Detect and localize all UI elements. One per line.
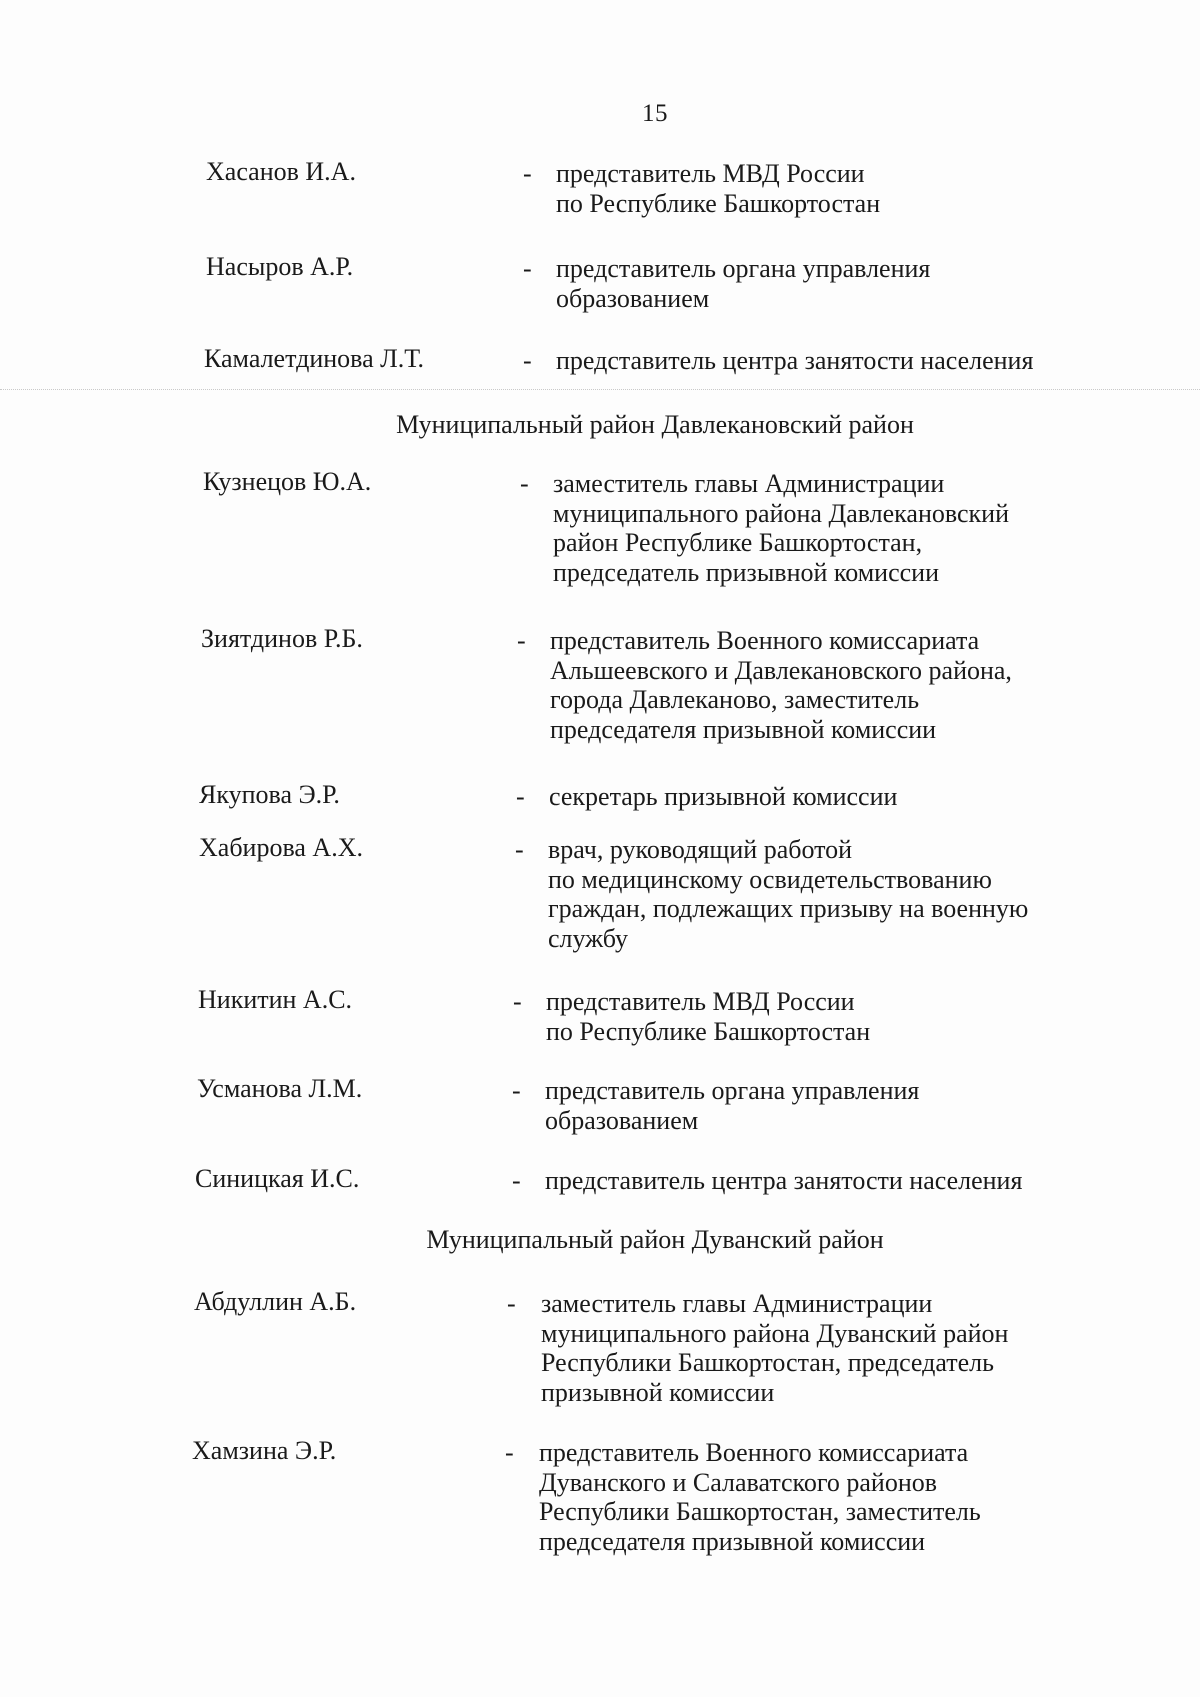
role-line: врач, руководящий работой xyxy=(548,835,853,864)
role-line: Дуванского и Салаватского районов xyxy=(539,1467,938,1497)
role-line: заместитель главы Администрации xyxy=(553,469,945,498)
member-role xyxy=(556,254,1116,313)
scan-artifact-line xyxy=(0,389,1200,390)
dash-separator: - xyxy=(516,782,525,811)
member-role xyxy=(541,1289,1101,1407)
dash-separator: - xyxy=(515,835,524,864)
role-line: города Давлеканово, заместитель xyxy=(550,685,920,714)
member-name: Никитин А.С. xyxy=(198,985,353,1014)
role-line: граждан, подлежащих призыву на военную xyxy=(548,894,1029,923)
dash-separator: - xyxy=(517,626,526,655)
member-role xyxy=(556,346,1116,376)
member-name: Синицкая И.С. xyxy=(195,1164,360,1193)
district-heading: Муниципальный район Давлекановский район xyxy=(396,410,914,439)
role-line: представитель центра занятости населения xyxy=(545,1166,1023,1195)
member-name: Хамзина Э.Р. xyxy=(192,1436,337,1465)
role-line: Альшеевского и Давлекановского района, xyxy=(550,655,1012,685)
member-role xyxy=(545,1076,1105,1135)
role-line: образованием xyxy=(545,1105,699,1135)
member-name: Усманова Л.М. xyxy=(197,1074,363,1103)
member-role xyxy=(556,159,1116,218)
role-line: представитель органа управления xyxy=(556,254,931,283)
member-role xyxy=(539,1438,1099,1556)
role-line: секретарь призывной комиссии xyxy=(549,782,898,811)
member-role xyxy=(553,469,1113,587)
dash-separator: - xyxy=(523,159,532,188)
role-line: по медицинскому освидетельствованию xyxy=(548,864,992,894)
member-role xyxy=(550,626,1110,744)
dash-separator: - xyxy=(520,469,529,498)
member-name: Камалетдинова Л.Т. xyxy=(204,344,425,373)
member-role xyxy=(549,782,1109,812)
role-line: район Республике Башкортостан, xyxy=(553,528,923,557)
role-line: председателя призывной комиссии xyxy=(550,714,937,744)
role-line: Республики Башкортостан, заместитель xyxy=(539,1497,981,1526)
role-line: представитель органа управления xyxy=(545,1076,920,1105)
member-name: Якупова Э.Р. xyxy=(199,780,340,809)
member-name: Абдуллин А.Б. xyxy=(194,1287,357,1316)
role-line: службу xyxy=(548,923,629,953)
role-line: председателя призывной комиссии xyxy=(539,1526,926,1556)
role-line: муниципального района Дуванский район xyxy=(541,1318,1009,1348)
role-line: образованием xyxy=(556,283,710,313)
dash-separator: - xyxy=(505,1438,514,1467)
dash-separator: - xyxy=(512,1076,521,1105)
member-role xyxy=(546,987,1106,1046)
role-line: призывной комиссии xyxy=(541,1377,775,1407)
dash-separator: - xyxy=(512,1166,521,1195)
member-name: Насыров А.Р. xyxy=(206,252,354,281)
member-name: Хасанов И.А. xyxy=(206,157,356,186)
member-name: Кузнецов Ю.А. xyxy=(203,467,372,496)
role-line: представитель МВД России xyxy=(546,987,855,1016)
member-name: Зиятдинов Р.Б. xyxy=(201,624,363,653)
dash-separator: - xyxy=(513,987,522,1016)
page-number: 15 xyxy=(642,100,668,127)
member-name: Хабирова А.Х. xyxy=(199,833,363,862)
dash-separator: - xyxy=(523,346,532,375)
member-role xyxy=(548,835,1108,953)
dash-separator: - xyxy=(523,254,532,283)
role-line: представитель МВД России xyxy=(556,159,865,188)
role-line: по Республике Башкортостан xyxy=(546,1016,871,1046)
role-line: Республики Башкортостан, председатель xyxy=(541,1348,994,1377)
role-line: по Республике Башкортостан xyxy=(556,188,881,218)
dash-separator: - xyxy=(507,1289,516,1318)
district-heading: Муниципальный район Дуванский район xyxy=(426,1225,884,1254)
role-line: представитель Военного комиссариата xyxy=(550,626,980,655)
role-line: представитель Военного комиссариата xyxy=(539,1438,969,1467)
member-role xyxy=(545,1166,1105,1196)
role-line: муниципального района Давлекановский xyxy=(553,498,1010,528)
role-line: председатель призывной комиссии xyxy=(553,557,939,587)
role-line: заместитель главы Администрации xyxy=(541,1289,933,1318)
role-line: представитель центра занятости населения xyxy=(556,346,1034,375)
